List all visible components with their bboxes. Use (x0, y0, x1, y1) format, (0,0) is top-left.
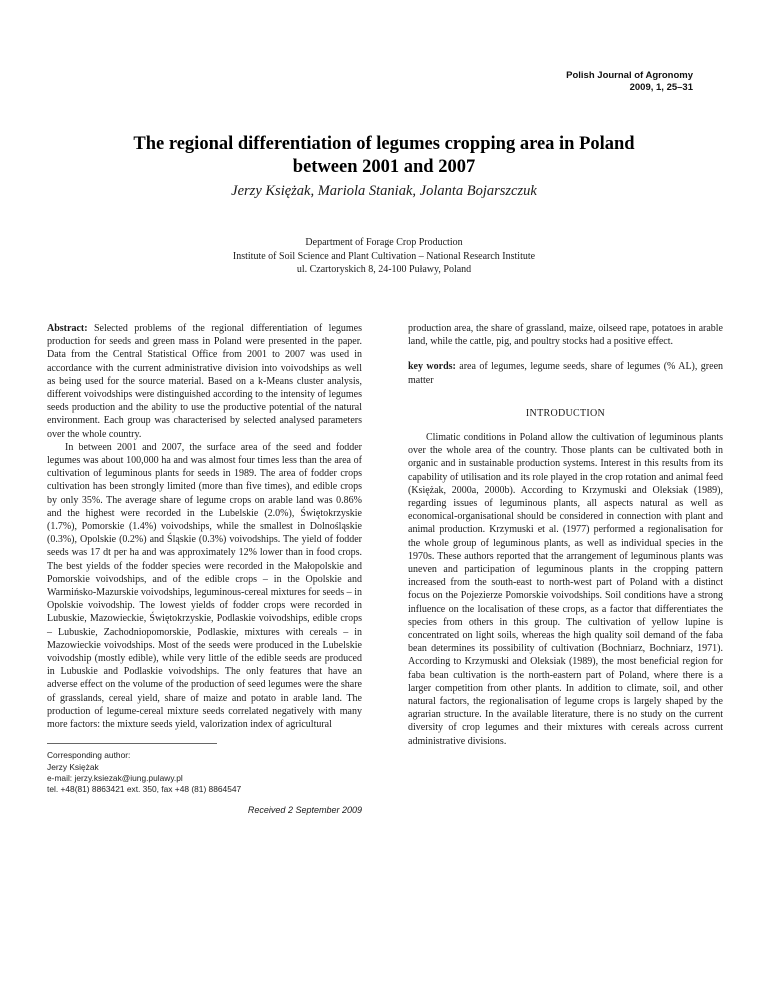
affiliation-address: ul. Czartoryskich 8, 24-100 Puławy, Poland (296, 264, 472, 275)
received-date: Received 2 September 2009 (247, 805, 362, 816)
right-column (408, 322, 723, 748)
affiliation-institute: Institute of Soil Science and Plant Cultivation – National Research Institute (232, 250, 536, 262)
abstract-paragraph-2: In between 2001 and 2007, the surface area of the seed and fodder legumes was about 100,000 ha and was almost four times less than the area of cultivation of leguminous plants for seeds in 1989. The area of fodder crops cultivation has been strongly limited (more than five times), and edible crops by only 35%. The average share of legume crops on arable land was 0.86% and the highest were recorded in the Lubelskie (2.0%), Świętokrzyskie (1.7%), Pomorskie (1.4%) voivodships, while the smallest in Dolnośląskie (0.3%), Opolskie (0.2%) and Śląskie (0.3%) voivodships. The yield of fodder seeds was 17 dt per ha and was approximately 12% lower than in food crops. The best yields of the fodder species were recorded in the Małopolskie and Pomorskie voivodships, and of the edible crops – in the Opolskie and Warmińsko-Mazurskie voivodships, leguminous-cereal mixtures for seeds – in Opolskie voivodship. The lowest yields of fodder crops were recorded in Lubuskie, Mazowieckie, Świętokrzyskie, Podlaskie voivodships, edible crops – Lubuskie, Zachodniopomorskie, Podlaskie, mixtures with cereals – in Mazowieckie voivodships. Most of the seeds were produced in the Lubelskie voivodship (mostly edible), while very little of the edible seeds are produced in Lubuskie and Podlaskie voivodships. The only features that have an adverse effect on the volume of the production of seed legumes were the share of grasslands, cereal yield, share of maize and potato in arable land. The production of legume-cereal mixture seeds correlated negatively with many more factors: the mixture seeds yield, valorization index of agricultural (47, 441, 362, 731)
journal-header (566, 70, 693, 94)
journal-citation: 2009, 1, 25–31 (629, 82, 693, 93)
journal-name: Polish Journal of Agronomy (566, 70, 693, 81)
corresponding-name: Jerzy Księżak (47, 761, 99, 772)
affiliation (60, 236, 708, 277)
affiliation-department: Department of Forage Crop Production (305, 237, 463, 248)
corresponding-email: e-mail: jerzy.ksiezak@iung.pulawy.pl (47, 772, 183, 783)
corresponding-phone: tel. +48(81) 8863421 ext. 350, fax +48 (81) 8864547 (47, 783, 242, 794)
keywords-text: area of legumes, legume seeds, share of legumes (% AL), green matter (408, 361, 724, 386)
left-column (47, 322, 362, 817)
paper-title (60, 133, 708, 178)
title-line-1: The regional differentiation of legumes cropping area in Poland (133, 134, 635, 154)
introduction-heading: INTRODUCTION (525, 407, 606, 419)
corresponding-label: Corresponding author: (47, 750, 131, 761)
footnote-divider (47, 743, 217, 744)
introduction-text: Climatic conditions in Poland allow the cultivation of leguminous plants over the whole area of the country. Those plants can be cultivated both in organic and in sustainable production systems. Interest in this results from its capability of utilisation and its role played in the crop rotation and animal feed (Księżak, 2000a, 2000b). According to Krzymuski and Oleksiak (1989), regarding issues of leguminous plants, all aspects natural as well as economical-organisational should be considered in connection with plant and animal production. Krzymuski et al. (1977) performed a regionalisation for the whole group of leguminous plants, as well as individual species in the 1970s. These authors reported that the arrangement of leguminous plants was uneven and participation of leguminous plants in the cropping pattern increased from the south-east to north-west part of Poland with a distinct focus on the Pojezierze Pomorskie voivodships. Soil conditions have a strong influence on the localisation of these crops, as a factor that differentiates the species from others in this group. The cultivation of yellow lupine is concentrated on light soils, whereas the high quality soil demand of the faba bean determines its possibility of cultivation (Bochniarz, Bochniarz, 1971). According to Krzymuski and Oleksiak (1989), the most beneficial region for faba bean cultivation is the north-eastern part of Poland, where there is a larger competition from other plants. In addition to climate, soil, and other natural factors, the regionalisation of legume crops is largely shaped by the agrarian structure. In the available literature, there is no study on the current diversity of crop legumes and their mixtures with cereals across current administrative divisions. (408, 432, 723, 747)
keywords-label: key words: (408, 361, 456, 373)
abstract-text-1: Selected problems of the regional differentiation of legumes production for seeds and green mass in Poland were presented in the paper. Data from the Central Statistical Office from 2001 to 2007 was used in accordance with the current administrative division into voivodships as well as being used for the source material. Based on a k-Means cluster analysis, different voivodships were distinguished according to the intensity of legumes seeds production and the ability to use the productive potential of the natural environment. Each group was characterised by selected analysed parameters over the whole country. (47, 323, 362, 440)
abstract-continuation: production area, the share of grassland, maize, oilseed rape, potatoes in arable land, while the cattle, pig, and poultry stocks had a positive effect. (408, 323, 723, 348)
corresponding-author-block (47, 750, 362, 795)
abstract-paragraph-1 (47, 322, 362, 441)
title-line-2: between 2001 and 2007 (292, 156, 476, 177)
authors: Jerzy Księżak, Mariola Staniak, Jolanta Bojarszczuk (231, 183, 537, 199)
keywords (408, 360, 723, 386)
abstract-label: Abstract: (47, 323, 88, 334)
